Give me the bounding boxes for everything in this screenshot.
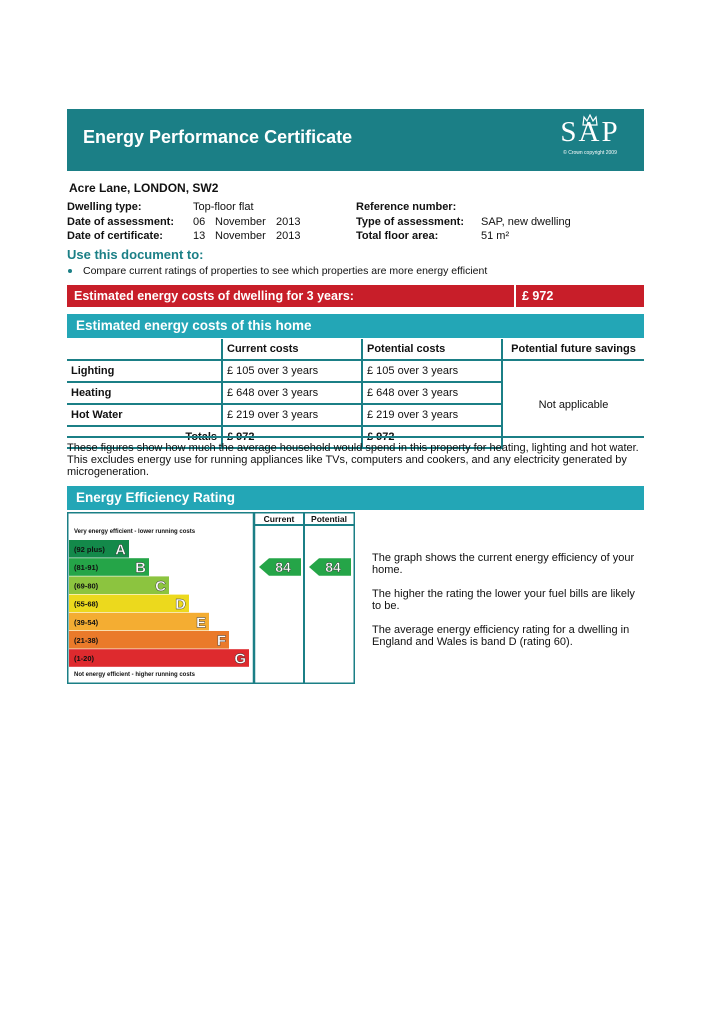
explanation-1: The graph shows the current energy efficiency of your home. bbox=[372, 552, 635, 576]
assessment-type-label: Type of assessment: bbox=[356, 216, 465, 228]
row-name: Lighting bbox=[67, 360, 222, 382]
row-potential: £ 219 over 3 years bbox=[362, 404, 502, 426]
header-potential: Potential costs bbox=[362, 339, 502, 360]
band-bar-g bbox=[69, 649, 249, 667]
estimated-costs-value: £ 972 bbox=[522, 289, 554, 303]
row-current: £ 648 over 3 years bbox=[222, 382, 362, 404]
row-current: £ 219 over 3 years bbox=[222, 404, 362, 426]
costs-table bbox=[67, 339, 644, 449]
savings-value: Not applicable bbox=[502, 360, 644, 448]
rating-bands bbox=[69, 540, 249, 668]
use-document-bullet: Compare current ratings of properties to see which properties are more energy efficient bbox=[83, 265, 488, 277]
page-title: Energy Performance Certificate bbox=[83, 127, 353, 147]
date-assessment-label: Date of assessment: bbox=[67, 216, 174, 228]
current-rating-value: 84 bbox=[275, 559, 291, 576]
reference-label: Reference number: bbox=[356, 201, 457, 213]
date-certificate-year: 2013 bbox=[276, 230, 301, 242]
sap-logo bbox=[550, 115, 630, 156]
rating-section-heading bbox=[67, 486, 644, 510]
row-current: £ 105 over 3 years bbox=[222, 360, 362, 382]
bottom-caption: Not energy efficient - higher running costs bbox=[74, 672, 196, 678]
table-bottom-rule bbox=[67, 436, 644, 438]
dwelling-type-label: Dwelling type: bbox=[67, 201, 142, 213]
estimated-costs-bar bbox=[67, 285, 644, 307]
rating-section-title: Energy Efficiency Rating bbox=[76, 490, 236, 505]
costs-section-title: Estimated energy costs of this home bbox=[76, 318, 312, 333]
band-letter: F bbox=[216, 632, 226, 650]
table-header-row bbox=[67, 339, 644, 360]
header-blank bbox=[67, 339, 222, 360]
band-letter: B bbox=[135, 559, 146, 577]
band-letter: E bbox=[195, 614, 206, 632]
row-name: Hot Water bbox=[67, 404, 222, 426]
estimated-costs-label: Estimated energy costs of dwelling for 3 years: bbox=[74, 289, 354, 303]
potential-rating-value: 84 bbox=[325, 559, 341, 576]
floor-area: 51 m² bbox=[481, 230, 510, 242]
band-range: (92 plus) bbox=[74, 545, 105, 554]
date-assessment-month: November bbox=[215, 216, 266, 228]
floor-area-label: Total floor area: bbox=[356, 230, 439, 242]
use-document-heading: Use this document to: bbox=[67, 247, 204, 262]
date-certificate-label: Date of certificate: bbox=[67, 230, 163, 242]
band-letter: C bbox=[155, 577, 166, 595]
crown-icon bbox=[582, 114, 598, 126]
date-assessment-day: 06 bbox=[193, 216, 206, 228]
costs-section-heading bbox=[67, 314, 644, 338]
dwelling-type: Top-floor flat bbox=[193, 201, 254, 213]
band-range: (69-80) bbox=[74, 581, 99, 591]
date-assessment-year: 2013 bbox=[276, 216, 301, 228]
date-certificate-month: November bbox=[215, 230, 266, 242]
bar-divider bbox=[514, 285, 516, 307]
header-banner bbox=[67, 109, 644, 171]
band-letter: G bbox=[234, 650, 246, 668]
row-potential: £ 648 over 3 years bbox=[362, 382, 502, 404]
band-letter: D bbox=[175, 596, 186, 614]
assessment-type: SAP, new dwelling bbox=[481, 216, 571, 228]
energy-rating-chart bbox=[67, 512, 355, 684]
row-potential: £ 105 over 3 years bbox=[362, 360, 502, 382]
current-column-label: Current bbox=[263, 514, 295, 524]
band-range: (55-68) bbox=[74, 599, 99, 609]
date-certificate-day: 13 bbox=[193, 230, 206, 242]
band-letter: A bbox=[115, 541, 126, 559]
header-current: Current costs bbox=[222, 339, 362, 360]
copyright: © Crown copyright 2009 bbox=[563, 150, 617, 156]
band-range: (39-54) bbox=[74, 617, 99, 627]
header-savings: Potential future savings bbox=[502, 339, 644, 360]
band-range: (81-91) bbox=[74, 563, 99, 573]
sap-logo-text: SAP bbox=[560, 116, 620, 148]
costs-note: These figures show how much the average household would spend in this property for heating, lighting and hot water. This excludes energy use for running appliances like TVs, computers and cookers, and any electricity generated by microgeneration. bbox=[67, 442, 639, 478]
band-range: (21-38) bbox=[74, 636, 99, 645]
band-range: (1-20) bbox=[74, 654, 95, 664]
bullet-icon bbox=[68, 269, 72, 273]
table-row bbox=[67, 360, 644, 382]
top-caption: Very energy efficient - lower running costs bbox=[74, 529, 196, 535]
explanation-2: The higher the rating the lower your fuel bills are likely to be. bbox=[372, 588, 635, 612]
property-address: Acre Lane, LONDON, SW2 bbox=[69, 181, 219, 195]
explanation-3: The average energy efficiency rating for a dwelling in England and Wales is band D (rating 60). bbox=[372, 624, 630, 648]
potential-column-label: Potential bbox=[311, 514, 347, 524]
row-name: Heating bbox=[67, 382, 222, 404]
